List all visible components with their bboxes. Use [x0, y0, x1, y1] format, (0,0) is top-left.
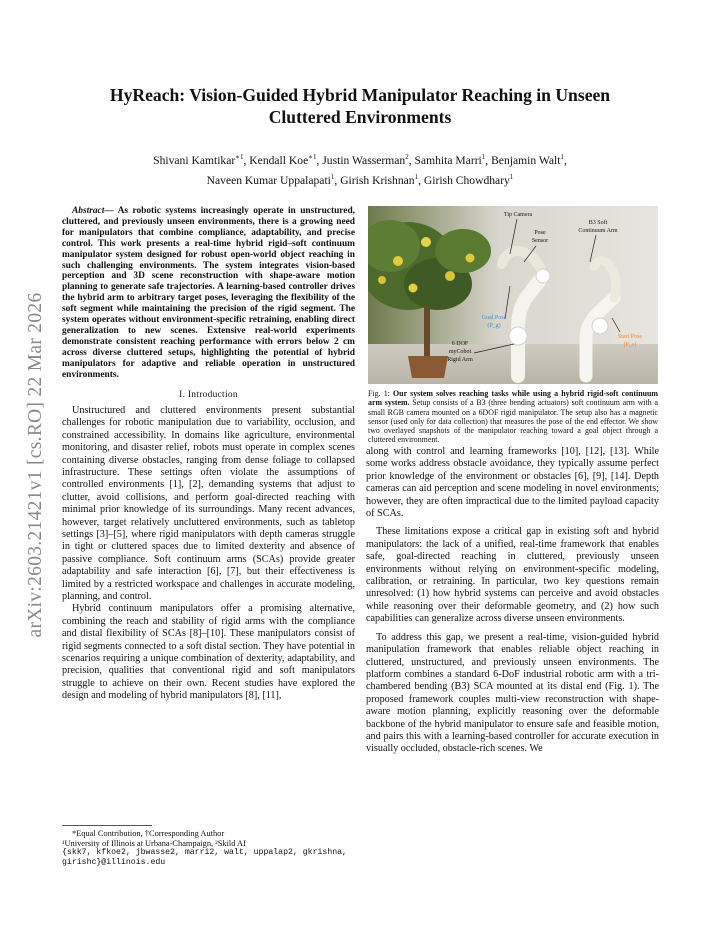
label-dof-2: myCobot: [448, 349, 472, 355]
label-b3-arm-1: B3 Soft: [588, 220, 608, 226]
author-name: Kendall Koe: [249, 153, 309, 167]
abstract-text: — As robotic systems increasingly operate in unstructured, cluttered, and previously unseen environments, there is a growing need for manipulators that combine compliance, adaptability, and precise control. This work presents a real-time hybrid rigid–soft continuum manipulator system designed for robust open-world object reaching in such challenging environments. The system integrates vision-based perception and 3D scene reconstruction with shape-aware motion planning to generate safe trajectories. A learning-based controller drives the hybrid arm to arbitrary target poses, leveraging the flexibility of the soft segment while maintaining the precision of the rigid segment. The system operates without environment-specific retraining, enabling direct generalization to new scenes. Extensive real-world experiments demonstrate consistent reaching performance with errors below 2 cm across diverse cluttered setups, highlighting the potential of hybrid manipulators for adaptive and reliable operation in unstructured environments.: [62, 206, 355, 380]
label-b3-arm-2: Continuum Arm: [578, 228, 618, 234]
right-column: [366, 446, 659, 762]
caption-prefix: Fig. 1:: [368, 389, 394, 398]
label-tip-camera: Tip Camera: [503, 212, 533, 218]
label-start-pose-1: Start Pose: [617, 334, 643, 340]
figure-1-caption: [368, 389, 658, 445]
right-paragraph-2: These limitations expose a critical gap in existing soft and hybrid manipulators: the lack of a unified, real-time framework that enables safe, goal-directed reaching in cluttered, previously unseen environments without relying on environment-specific modeling, calibration, or retraining. In particular, two key questions remain unresolved: (1) how hybrid systems can perceive and avoid obstacles while reasoning over their deformable geometry, and (2) how such capabilities can generalize across diverse unseen environments.: [366, 526, 659, 625]
intro-paragraph-1: Unstructured and cluttered environments present substantial challenges for robotic manipulation due to variability, occlusion, and constrained accessibility. In domains like agriculture, environmental monitoring, and disaster relief, robots must operate in complex scenes containing diverse obstacles, ranging from dense foliage to collapsed infrastructure. These settings often violate the assumptions of controlled environments [1], [2], demanding systems that adjust to clutter, avoid collisions, and perform goal-directed reaching with minimal prior knowledge of its surroundings. Many recent advances, however, target relatively uncluttered environments, such as tabletop settings [3]–[5], where rigid manipulators with depth cameras struggle in tight or cluttered spaces due to limited dexterity and absence of passive compliance. Soft continuum arms (SCAs) provide greater adaptability and safe interaction [6], [7], but their effectiveness is limited by a restricted workspace and challenges in accurate modeling, planning, and control.: [62, 404, 355, 602]
author-name: Girish Krishnan: [340, 173, 415, 187]
label-goal-pose-1: Goal Pose: [481, 315, 507, 321]
label-pose-sensor-2: Sensor: [531, 238, 549, 244]
author-affiliation: 1: [509, 172, 514, 181]
footnote-rule: [62, 825, 152, 826]
author-affiliation: ∗1: [235, 153, 244, 161]
left-column: [62, 206, 355, 703]
arxiv-sidebar-stamp: [22, 250, 50, 680]
author-affiliation: 1: [330, 172, 335, 181]
figure-1: [368, 206, 658, 384]
author-affiliation: 1: [481, 153, 486, 161]
label-start-pose-2: (P_s): [623, 342, 637, 348]
author-affiliation: 2: [405, 153, 409, 161]
label-dof-1: 6 DOF: [451, 341, 469, 347]
author-line-1: Shivani Kamtikar$^{∗1}$, Kendall Koe$^{∗1}$, Justin Wasserman$^2$, Samhita Marri$^1$, Benjamin Walt$^1$,: [153, 153, 567, 167]
arxiv-identifier: arXiv:2603.21421v1 [cs.RO] 22 Mar 2026: [25, 292, 46, 638]
author-name: Benjamin Walt: [491, 153, 561, 167]
author-name: Justin Wasserman: [322, 153, 406, 167]
caption-text: Setup consists of a B3 (three bending actuators) soft continuum arm with a small RGB camera mounted on a 6DOF rigid manipulator. The setup also has a magnetic sensor (used only for data collection) that measures the pose of the end effector. We show two overlayed snapshots of the manipulator reaching toward a goal object through a cluttered environment.: [368, 398, 658, 445]
section-heading-introduction: I. Introduction: [179, 389, 238, 400]
label-goal-pose-2: (P_g): [487, 323, 501, 329]
author-name: Girish Chowdhary: [423, 173, 510, 187]
label-dof-3: Rigid Arm: [447, 357, 473, 363]
title-line-2: Cluttered Environments: [268, 107, 452, 127]
author-name: Naveen Kumar Uppalapati: [206, 173, 331, 187]
author-affiliation: 1: [414, 172, 419, 181]
author-name: Shivani Kamtikar: [153, 153, 236, 167]
author-affiliation: ∗1: [308, 153, 317, 161]
footnote-contribution: *Equal Contribution, †Corresponding Author: [72, 829, 225, 838]
abstract-label: Abstract: [72, 206, 105, 216]
figure-1-photo: [368, 206, 658, 384]
title-line-1: HyReach: Vision-Guided Hybrid Manipulator Reaching in Unseen: [109, 85, 611, 105]
footnotes: [62, 825, 355, 867]
footnote-affiliations: ¹University of Illinois at Urbana-Champaign, ²Skild AI: [62, 838, 246, 848]
paper-title: [60, 84, 660, 128]
author-affiliation: 1: [560, 153, 564, 161]
right-paragraph-3: To address this gap, we present a real-time, vision-guided hybrid manipulation framework that enables reliable object reaching in cluttered, unstructured, and previously unseen environments. The platform combines a standard 6-DoF industrial robotic arm with a tri-chambered bending (B3) SCA mounted at its distal end (Fig. 1). The proposed framework couples multi-view reconstruction with shape-aware motion planning, explicitly reasoning over the deformable backbone of the hybrid manipulator to ensure safe and feasible motion, and pairs this with a learning-based controller for accurate execution in visually occluded, obstacle-rich scenes. We: [366, 631, 659, 755]
footnote-emails: {skk7, kfkoe2, jbwasse2, marri2, walt, uppalap2, gkrishna, girishc}@illinois.edu: [62, 848, 347, 867]
caption-bold: Our system solves reaching tasks while using a hybrid rigid-soft continuum arm system.: [368, 389, 658, 408]
abstract: [62, 206, 355, 381]
intro-paragraph-2: Hybrid continuum manipulators offer a promising alternative, combining the reach and stability of rigid arms with the compliance and distal flexibility of SCAs [8]–[10]. These manipulators consist of rigid segments connected to a soft distal section. They have potential in scenarios requiring a unique combination of dexterity, adaptability, and precision, qualities that conventional rigid and soft manipulators struggle to achieve on their own. Recent studies have explored the design and modeling of hybrid manipulators [8], [11],: [62, 603, 355, 702]
author-name: Samhita Marri: [414, 153, 482, 167]
author-list: [70, 149, 650, 189]
label-pose-sensor-1: Pose: [534, 230, 546, 236]
author-line-2: Naveen Kumar Uppalapati$^1$, Girish Krishnan$^1$, Girish Chowdhary$^1$: [206, 172, 514, 187]
right-paragraph-1: along with control and learning frameworks [10], [12], [13]. While some works address obstacle avoidance, they typically assume perfect prior knowledge of the environment or obstacles [6], [9], [14]. Depth cameras can aid perception and scene modeling in novel environments; however, they are often impractical due to the limited payload capacity of SCAs.: [366, 446, 659, 520]
